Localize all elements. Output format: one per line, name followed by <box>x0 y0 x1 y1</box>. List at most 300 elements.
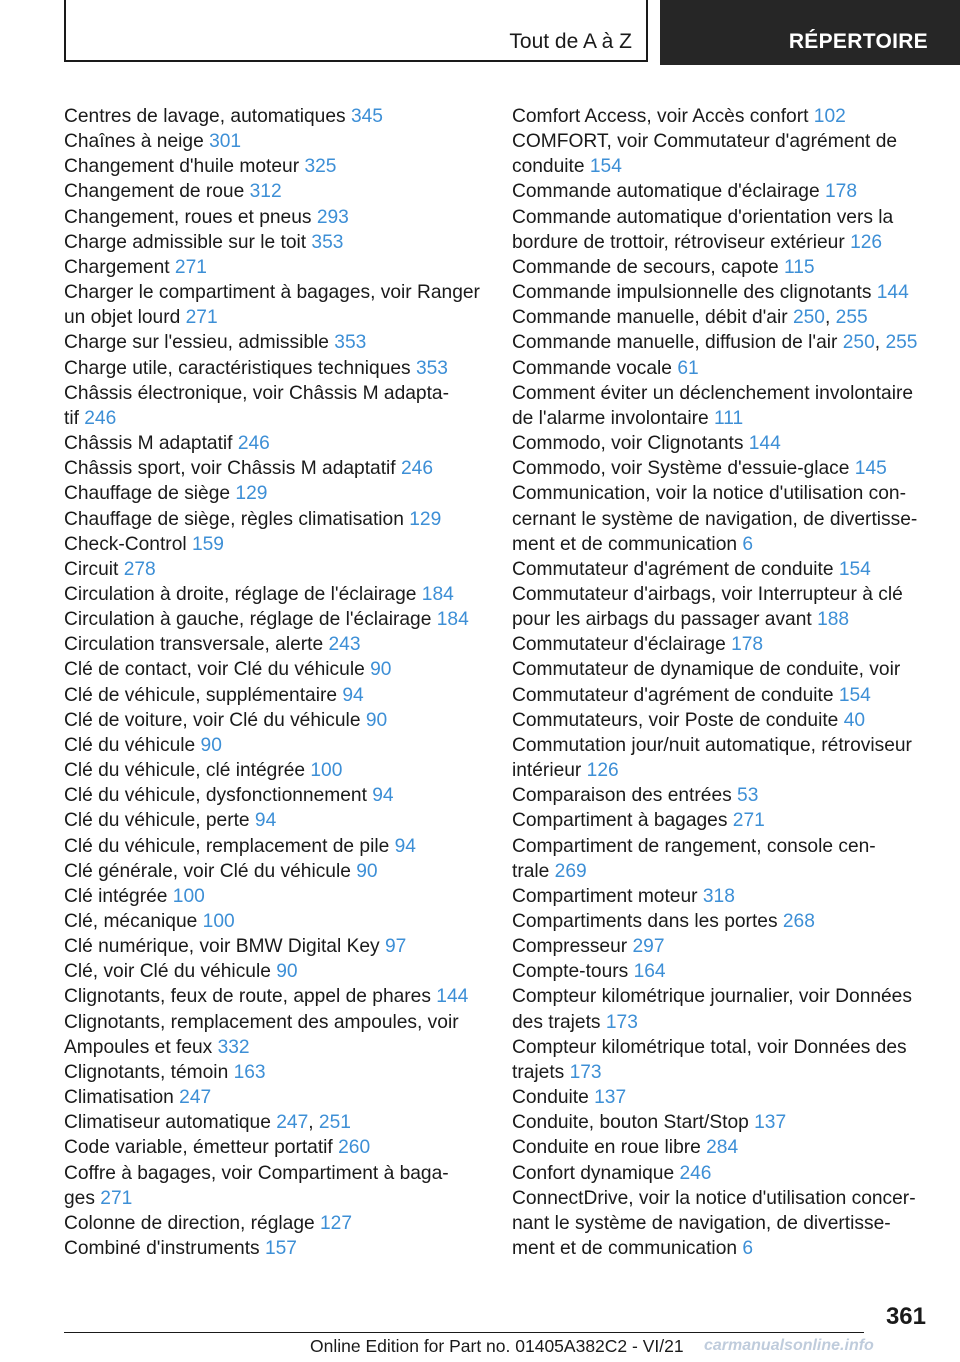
entry-text: Combiné d'instruments <box>64 1238 265 1260</box>
index-entry <box>512 1035 932 1085</box>
entry-text: Clignotants, témoin <box>64 1061 234 1083</box>
index-entry-line <box>64 1010 484 1035</box>
index-entry-line <box>512 934 932 959</box>
entry-text: Code variable, émetteur portatif <box>64 1137 339 1159</box>
page-separator: , <box>874 332 886 354</box>
index-entry-line <box>64 406 484 431</box>
entry-text: Clé du véhicule <box>64 734 201 756</box>
index-entry-line <box>512 834 932 859</box>
index-entry-line <box>64 179 484 204</box>
page-link[interactable]: 353 <box>311 231 344 253</box>
watermark-logo: carmanualsonline.info <box>704 1337 874 1354</box>
index-entry-line <box>64 431 484 456</box>
page-link[interactable]: 250 <box>842 332 875 354</box>
index-entry-line <box>512 280 932 305</box>
page-link[interactable]: 188 <box>817 609 850 631</box>
entry-text: Clignotants, remplacement des ampoules, voir <box>64 1011 459 1033</box>
entry-text: Comfort Access, voir Accès confort <box>512 106 814 127</box>
page-link[interactable]: 90 <box>200 734 222 756</box>
index-entry <box>64 859 484 884</box>
index-entry <box>512 129 932 179</box>
index-entry <box>512 834 932 884</box>
entry-text: trajets <box>512 1061 570 1083</box>
page-link[interactable]: 129 <box>235 483 268 505</box>
index-entry <box>64 1135 484 1160</box>
tab-label: Tout de A à Z <box>509 30 632 53</box>
page-link[interactable]: 6 <box>742 533 754 555</box>
page-link[interactable]: 94 <box>342 684 364 706</box>
page-separator: , <box>308 1112 319 1134</box>
entry-text: COMFORT, voir Commutateur d'agrément de <box>512 131 898 153</box>
index-entry <box>64 381 484 431</box>
entry-text: Chauffage de siège, règles climatisation <box>64 508 410 530</box>
index-entry-line <box>64 657 484 682</box>
index-entry-line <box>512 305 932 330</box>
index-entry <box>64 255 484 280</box>
index-entry <box>512 909 932 934</box>
entry-text: Chargement <box>64 256 175 278</box>
index-entry <box>64 884 484 909</box>
index-entry-line <box>64 859 484 884</box>
page-link[interactable]: 173 <box>605 1011 638 1033</box>
index-entry-line <box>64 1161 484 1186</box>
page-link[interactable]: 268 <box>782 911 815 932</box>
index-entry-line <box>512 1085 932 1110</box>
entry-text: Clé du véhicule, clé intégrée <box>64 760 311 782</box>
entry-text: Châssis électronique, voir Châssis M adapta- <box>64 382 449 404</box>
entry-text: tif <box>64 407 85 429</box>
index-entry-line <box>64 582 484 607</box>
index-entry-line <box>64 129 484 154</box>
entry-text: Circulation transversale, alerte <box>64 634 329 656</box>
entry-text: Compteur kilométrique journalier, voir Données <box>512 986 912 1008</box>
entry-text: Commutateur d'agrément de conduite <box>512 558 839 580</box>
index-entry-line <box>512 205 932 230</box>
page-link[interactable]: 246 <box>237 433 270 455</box>
index-entry-line <box>512 154 932 179</box>
entry-text: Clé de voiture, voir Clé du véhicule <box>64 709 366 731</box>
index-column-left <box>64 104 484 1261</box>
entry-text: Conduite en roue libre <box>512 1137 707 1159</box>
entry-text: Colonne de direction, réglage <box>64 1212 321 1234</box>
page-link[interactable]: 137 <box>594 1087 627 1109</box>
tab-repertoire[interactable] <box>660 0 960 65</box>
index-entry-line <box>512 884 932 909</box>
entry-text: Clé numérique, voir BMW Digital Key <box>64 936 385 958</box>
index-entry <box>512 205 932 255</box>
entry-text: Clé générale, voir Clé du véhicule <box>64 860 357 882</box>
page-link[interactable]: 90 <box>365 709 388 731</box>
index-entry <box>64 808 484 833</box>
page-link[interactable]: 90 <box>276 961 298 983</box>
page-link[interactable]: 278 <box>123 558 156 580</box>
entry-text: de l'alarme involontaire <box>512 407 715 429</box>
page-link[interactable]: 178 <box>824 181 857 203</box>
index-entry-line <box>64 632 484 657</box>
page-link[interactable]: 271 <box>732 810 765 832</box>
index-entry-line <box>512 1010 932 1035</box>
index-entry-line <box>512 758 932 783</box>
page-link[interactable]: 126 <box>850 231 883 253</box>
page-link[interactable]: 271 <box>174 256 207 278</box>
index-entry-line <box>512 733 932 758</box>
page-link[interactable]: 145 <box>854 458 887 480</box>
tab-tout-de-a-a-z[interactable] <box>64 0 648 62</box>
index-entry-line <box>64 557 484 582</box>
index-entry-line <box>64 909 484 934</box>
page-separator: , <box>824 307 836 329</box>
index-entry <box>64 532 484 557</box>
index-entry <box>64 481 484 506</box>
index-entry-line <box>512 959 932 984</box>
index-entry <box>64 104 484 129</box>
index-entry-line <box>512 406 932 431</box>
page-link[interactable]: 94 <box>254 810 277 832</box>
index-entry-line <box>512 808 932 833</box>
index-entry <box>512 1135 932 1160</box>
entry-text: Changement d'huile moteur <box>64 156 305 178</box>
page-link[interactable]: 40 <box>843 709 866 731</box>
index-entry-line <box>64 934 484 959</box>
entry-text: Chauffage de siège <box>64 483 236 505</box>
page-link[interactable]: 269 <box>554 860 587 882</box>
page-link[interactable]: 90 <box>356 860 378 882</box>
index-entry-line <box>512 708 932 733</box>
entry-text: Conduite, bouton Start/Stop <box>512 1112 755 1134</box>
index-entry-line <box>512 909 932 934</box>
index-entry <box>512 632 932 657</box>
page-link[interactable]: 94 <box>372 785 394 807</box>
page-link[interactable]: 115 <box>783 256 815 278</box>
index-entry-line <box>512 984 932 1009</box>
entry-text: ment et de communication <box>512 533 743 555</box>
page-link[interactable]: 184 <box>436 609 469 631</box>
index-entry-line <box>512 255 932 280</box>
page-link[interactable]: 126 <box>586 760 619 782</box>
index-entry-line <box>64 255 484 280</box>
index-entry-line <box>64 758 484 783</box>
page-link[interactable]: 6 <box>742 1238 754 1260</box>
entry-text: Commande impulsionnelle des clignotants <box>512 282 877 304</box>
page-link[interactable]: 297 <box>632 936 665 958</box>
page-link[interactable]: 332 <box>217 1036 250 1058</box>
index-entry-line <box>64 1211 484 1236</box>
index-entry <box>64 330 484 355</box>
index-entry-line <box>512 481 932 506</box>
index-entry-line <box>64 1060 484 1085</box>
index-entry-line <box>512 859 932 884</box>
index-entry <box>64 1060 484 1085</box>
page-link[interactable]: 173 <box>569 1061 602 1083</box>
index-entry-line <box>64 104 484 129</box>
page-link[interactable]: 144 <box>748 433 781 455</box>
index-entry <box>512 1161 932 1186</box>
index-entry <box>64 1161 484 1211</box>
index-entry <box>64 456 484 481</box>
index-entry <box>64 984 484 1009</box>
page-link[interactable]: 312 <box>249 181 282 203</box>
index-entry <box>64 959 484 984</box>
entry-text: Conduite <box>512 1087 595 1109</box>
index-entry-line <box>512 1035 932 1060</box>
index-entry-line <box>512 1211 932 1236</box>
page-link[interactable]: 127 <box>320 1212 353 1234</box>
page-link[interactable]: 97 <box>384 936 407 958</box>
index-entry <box>64 129 484 154</box>
index-entry <box>64 1236 484 1261</box>
page-link[interactable]: 247 <box>179 1087 212 1109</box>
index-entry-line <box>512 1236 932 1261</box>
index-entry-line <box>512 104 932 129</box>
page-link[interactable]: 325 <box>304 156 337 178</box>
entry-text: Clé, mécanique <box>64 911 203 932</box>
page-link[interactable]: 154 <box>838 558 871 580</box>
page-link[interactable]: 102 <box>813 106 846 127</box>
entry-text: Charger le compartiment à bagages, voir Ranger <box>64 282 480 304</box>
entry-text: intérieur <box>512 760 587 782</box>
index-entry-line <box>64 205 484 230</box>
entry-text: Circulation à droite, réglage de l'éclairage <box>64 583 422 605</box>
entry-text: Commutateurs, voir Poste de conduite <box>512 709 844 731</box>
page-link[interactable]: 246 <box>400 458 433 480</box>
index-entry <box>512 381 932 431</box>
entry-text: pour les airbags du passager avant <box>512 609 818 631</box>
page-link[interactable]: 159 <box>191 533 224 555</box>
page-link[interactable]: 100 <box>172 885 205 907</box>
index-entry-line <box>512 356 932 381</box>
page-link[interactable]: 144 <box>436 986 469 1008</box>
entry-text: Circuit <box>64 558 124 580</box>
page-link[interactable]: 271 <box>100 1187 133 1209</box>
entry-text: Châssis M adaptatif <box>64 433 238 455</box>
index-entry-line <box>64 808 484 833</box>
index-entry <box>64 230 484 255</box>
entry-text: Compte-tours <box>512 961 634 983</box>
page-link[interactable]: 164 <box>633 961 666 983</box>
index-entry <box>512 1110 932 1135</box>
index-entry-line <box>512 657 932 682</box>
entry-text: Commutateur de dynamique de conduite, voir <box>512 659 901 681</box>
index-entry <box>512 557 932 582</box>
entry-text: Commande de secours, capote <box>512 256 784 278</box>
entry-text: Commande manuelle, débit d'air <box>512 307 793 329</box>
index-column-right <box>512 104 932 1261</box>
index-entry <box>512 708 932 733</box>
page-link[interactable]: 353 <box>334 332 367 354</box>
page-link[interactable]: 345 <box>350 106 383 127</box>
index-entry <box>512 984 932 1034</box>
footer-text: Online Edition for Part no. 01405A382C2 - VI/21 <box>310 1336 684 1356</box>
index-entry <box>64 834 484 859</box>
entry-text: Charge sur l'essieu, admissible <box>64 332 335 354</box>
entry-text: ConnectDrive, voir la notice d'utilisation concer- <box>512 1187 916 1209</box>
entry-text: Commande manuelle, diffusion de l'air <box>512 332 843 354</box>
index-entry-line <box>64 1186 484 1211</box>
index-entry-line <box>64 1085 484 1110</box>
entry-text: Clignotants, feux de route, appel de phares <box>64 986 437 1008</box>
tab-label: RÉPERTOIRE <box>788 30 928 53</box>
index-entry <box>64 683 484 708</box>
index-entry-line <box>64 884 484 909</box>
entry-text: Changement de roue <box>64 181 250 203</box>
index-entry-line <box>512 230 932 255</box>
index-entry <box>512 657 932 707</box>
page-link[interactable]: 163 <box>233 1061 266 1083</box>
page-link[interactable]: 284 <box>706 1137 739 1159</box>
entry-text: Commodo, voir Clignotants <box>512 433 749 455</box>
index-entry-line <box>64 1035 484 1060</box>
index-entry <box>64 1010 484 1060</box>
index-entry <box>64 1110 484 1135</box>
index-entry-line <box>64 532 484 557</box>
index-entry <box>64 632 484 657</box>
entry-text: Comment éviter un déclenchement involontaire <box>512 382 914 404</box>
index-entry <box>512 1085 932 1110</box>
index-entry-line <box>64 1236 484 1261</box>
index-entry-line <box>512 607 932 632</box>
index-entry <box>64 657 484 682</box>
page-link[interactable]: 111 <box>714 407 744 429</box>
entry-text: trale <box>512 860 555 882</box>
entry-text: conduite <box>512 156 590 178</box>
index-entry-line <box>64 733 484 758</box>
entry-text: Compartiment moteur <box>512 885 703 907</box>
index-entry-line <box>64 507 484 532</box>
entry-text: Changement, roues et pneus <box>64 206 317 228</box>
entry-text: Compresseur <box>512 936 633 958</box>
entry-text: Compartiment de rangement, console cen- <box>512 835 876 857</box>
index-entry-line <box>64 330 484 355</box>
entry-text: Clé du véhicule, remplacement de pile <box>64 835 395 857</box>
entry-text: Clé du véhicule, perte <box>64 810 255 832</box>
index-entry-line <box>64 381 484 406</box>
page-link[interactable]: 255 <box>885 332 918 354</box>
index-entry-line <box>64 230 484 255</box>
entry-text: Compartiment à bagages <box>512 810 733 832</box>
index-entry <box>64 733 484 758</box>
page-link[interactable]: 144 <box>876 282 909 304</box>
page-link[interactable]: 271 <box>185 307 218 329</box>
entry-text: Clé, voir Clé du véhicule <box>64 961 277 983</box>
entry-text: Confort dynamique <box>512 1162 680 1184</box>
index-entry-line <box>512 1110 932 1135</box>
index-entry <box>64 179 484 204</box>
page-link[interactable]: 178 <box>731 634 764 656</box>
entry-text: Chaînes à neige <box>64 131 210 153</box>
page-link[interactable]: 293 <box>316 206 349 228</box>
page-link[interactable]: 94 <box>394 835 416 857</box>
index-entry <box>64 582 484 607</box>
entry-text: Commodo, voir Système d'essuie-glace <box>512 458 855 480</box>
index-entry <box>512 356 932 381</box>
index-entry <box>512 481 932 556</box>
index-entry <box>64 909 484 934</box>
entry-text: Ampoules et feux <box>64 1036 218 1058</box>
index-entry-line <box>64 959 484 984</box>
index-entry <box>64 783 484 808</box>
page-link[interactable]: 318 <box>702 885 735 907</box>
page-number: 361 <box>885 1303 926 1330</box>
page-link[interactable]: 353 <box>415 357 448 379</box>
page-link[interactable]: 157 <box>264 1238 297 1260</box>
page-link[interactable]: 246 <box>84 407 117 429</box>
entry-text: Climatiseur automatique <box>64 1112 277 1134</box>
page-link[interactable]: 100 <box>202 911 235 932</box>
index-entry-line <box>512 381 932 406</box>
index-entry-line <box>64 984 484 1009</box>
page-link[interactable]: 255 <box>835 307 868 329</box>
entry-text: Compteur kilométrique total, voir Données des <box>512 1036 907 1058</box>
index-entry <box>512 280 932 305</box>
index-entry <box>64 280 484 330</box>
entry-text: nant le système de navigation, de divertisse- <box>512 1212 891 1234</box>
index-entry <box>512 959 932 984</box>
entry-text: Commutateur d'airbags, voir Interrupteur à clé <box>512 583 903 605</box>
index-entry-line <box>64 1135 484 1160</box>
entry-text: Charge utile, caractéristiques techniques <box>64 357 416 379</box>
entry-text: Climatisation <box>64 1087 180 1109</box>
index-entry <box>512 934 932 959</box>
entry-text: Clé du véhicule, dysfonctionnement <box>64 785 373 807</box>
page-link[interactable]: 251 <box>318 1112 351 1134</box>
entry-text: Clé de véhicule, supplémentaire <box>64 684 343 706</box>
entry-text: Comparaison des entrées <box>512 785 738 807</box>
page-link[interactable]: 246 <box>679 1162 712 1184</box>
entry-text: un objet lourd <box>64 307 186 329</box>
page-link[interactable]: 137 <box>754 1112 787 1134</box>
index-entry <box>512 1186 932 1261</box>
entry-text: Châssis sport, voir Châssis M adaptatif <box>64 458 401 480</box>
entry-text: bordure de trottoir, rétroviseur extérieur <box>512 231 851 253</box>
index-entry <box>512 884 932 909</box>
page-link[interactable]: 301 <box>209 131 242 153</box>
index-entry-line <box>512 557 932 582</box>
page-link[interactable]: 243 <box>328 634 361 656</box>
page-link[interactable]: 90 <box>370 659 392 681</box>
index-entry <box>512 330 932 355</box>
page-link[interactable]: 260 <box>338 1137 371 1159</box>
index-entry <box>64 507 484 532</box>
page-link[interactable]: 184 <box>421 583 454 605</box>
index-entry <box>512 733 932 783</box>
page-link[interactable]: 129 <box>409 508 442 530</box>
index-entry-line <box>64 481 484 506</box>
page-link[interactable]: 154 <box>838 684 871 706</box>
index-entry-line <box>512 1186 932 1211</box>
index-entry <box>64 356 484 381</box>
index-entry-line <box>64 1110 484 1135</box>
index-entry-line <box>512 783 932 808</box>
index-entry <box>64 758 484 783</box>
entry-text: ges <box>64 1187 101 1209</box>
index-entry-line <box>64 834 484 859</box>
index-entry-line <box>64 305 484 330</box>
index-entry <box>64 154 484 179</box>
page-link[interactable]: 250 <box>792 307 825 329</box>
page-link[interactable]: 100 <box>310 760 343 782</box>
entry-text: Commande vocale <box>512 357 678 379</box>
index-entry <box>64 934 484 959</box>
index-entry <box>512 783 932 808</box>
page-link[interactable]: 154 <box>589 156 622 178</box>
index-entry-line <box>512 431 932 456</box>
index-entry-line <box>64 456 484 481</box>
index-entry-line <box>512 532 932 557</box>
page-link[interactable]: 61 <box>677 357 699 379</box>
entry-text: Commutation jour/nuit automatique, rétroviseur <box>512 734 912 756</box>
page-link[interactable]: 247 <box>276 1112 309 1134</box>
page-link[interactable]: 53 <box>737 785 759 807</box>
